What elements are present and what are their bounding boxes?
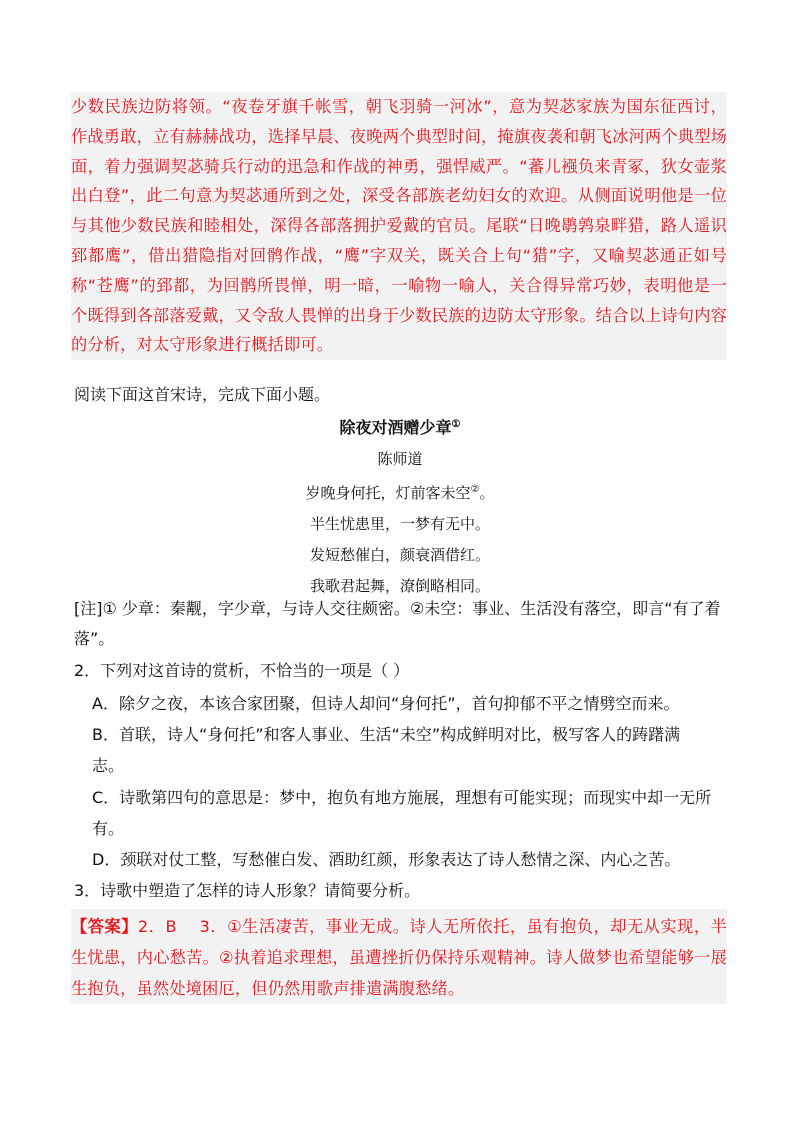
answer-text: 2．B 3．①生活凄苦，事业无成。诗人无所依托，虽有抱负，却无从实现，半生忧患，内心愁苦。②执着追求理想，虽遭挫折仍保持乐观精神。诗人做梦也希望能够一展生抱负，虽然处境困厄，但仍然用歌声排遣满腹愁绪。	[71, 917, 727, 998]
answer-label: 【答案】	[71, 917, 138, 936]
poem-note: [注]① 少章：秦觏，字少章，与诗人交往颇密。②未空：事业、生活没有落空，即言“有了着落”。	[74, 599, 721, 648]
question-2-option-b-cont: 志。	[92, 756, 125, 775]
poem-line-2: 半生忧患里，一梦有无中。	[309, 515, 490, 533]
poem-line-1-end: 。	[479, 484, 495, 502]
question-2-option-d: D．颈联对仗工整，写愁催白发、酒助红颜，形象表达了诗人愁情之深、内心之苦。	[92, 850, 681, 869]
question-2-option-c: C．诗歌第四句的意思是：梦中，抱负有地方施展，理想有可能实现；而现实中却一无所	[92, 788, 712, 807]
analysis-text: 少数民族边防将领。“夜卷牙旗千帐雪，朝飞羽骑一河冰”，意为契苾家族为国东征西讨，作战勇敢，立有赫赫战功，选择早晨、夜晚两个典型时间，掩旗夜袭和朝飞冰河两个典型场面，着力强调契苾骑兵行动的迅急和作战的神勇，强悍威严。“蕃儿襁负来青冢，狄女壶浆出白登”，此二句意为契苾通所到之处，深受各部族老幼妇女的欢迎。从侧面说明他是一位与其他少数民族和睦相处，深得各部落拥护爱戴的官员。尾联“日晚鹖鹑泉畔猎，路人遥识郅都鹰”，借出猎隐指对回鹘作战，“鹰”字双关，既关合上句“猎”字，又喻契苾通正如号称“苍鹰”的郅都，为回鹘所畏惮，明一暗，一喻物一喻人，关合得异常巧妙，表明他是一个既得到各部落爱戴，又令敌人畏惮的出身于少数民族的边防太守形象。结合以上诗句内容的分析，对太守形象进行概括即可。	[71, 97, 727, 355]
poem-title	[0, 413, 800, 440]
answer-block	[71, 909, 727, 1004]
analysis-paragraph	[71, 92, 727, 360]
poem-line-1-text: 岁晚身何托，灯前客未空	[305, 484, 471, 502]
question-2-option-a: A．除夕之夜，本该合家团聚，但诗人却问“身何托”，首句抑郁不平之情劈空而来。	[92, 694, 680, 713]
question-3: 3．诗歌中塑造了怎样的诗人形象？请简要分析。	[74, 881, 421, 900]
question-2-option-b: B．首联，诗人“身何托”和客人事业、生活“未空”构成鲜明对比，极写客人的踌躇满	[92, 725, 681, 744]
footnote-mark-2: ②	[470, 484, 480, 495]
question-2-option-c-cont: 有。	[92, 819, 125, 838]
poem-line-3: 发短愁催白，颜衰酒借红。	[309, 546, 490, 564]
footnote-mark-1: ①	[451, 419, 461, 430]
poem-line-4: 我歌君起舞，潦倒略相同。	[309, 577, 490, 595]
question-2-stem: 2．下列对这首诗的赏析，不恰当的一项是（ ）	[74, 661, 410, 680]
poem-line-1	[0, 474, 800, 509]
reading-instruction: 阅读下面这首宋诗，完成下面小题。	[74, 385, 331, 404]
poem-block	[0, 413, 800, 602]
answer-paragraph	[71, 911, 727, 1004]
poem-title-text: 除夜对酒赠少章	[339, 418, 452, 437]
poem-author: 陈师道	[377, 450, 423, 468]
